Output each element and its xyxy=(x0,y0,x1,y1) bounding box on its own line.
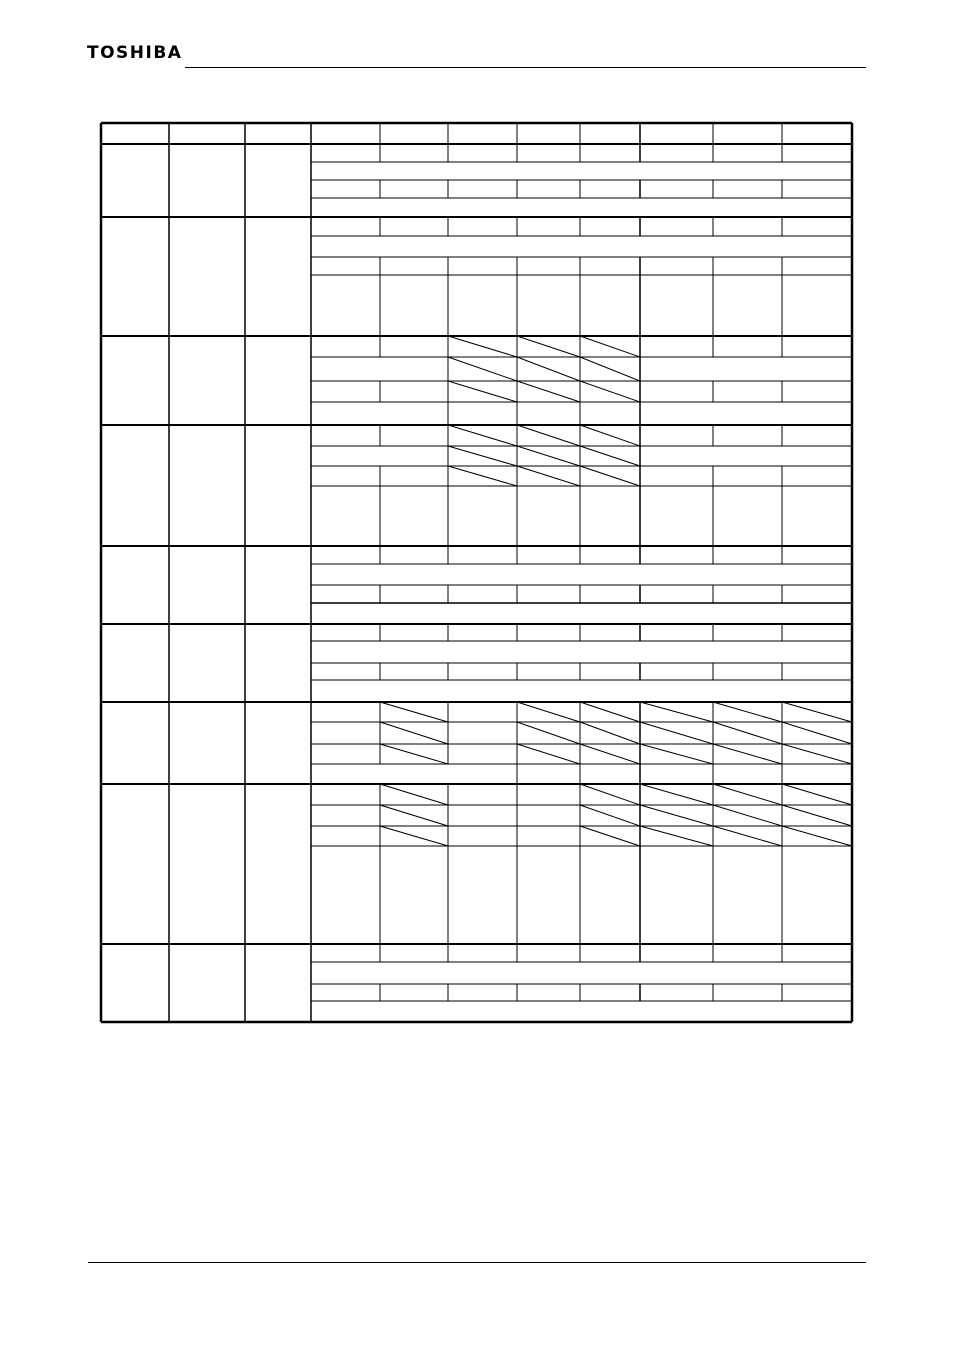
diagonal-reserved-mark xyxy=(640,784,713,805)
diagonal-reserved-mark xyxy=(517,722,580,744)
diagonal-reserved-mark xyxy=(517,425,580,446)
diagonal-reserved-mark xyxy=(782,826,852,846)
diagonal-reserved-mark xyxy=(580,336,640,357)
diagonal-reserved-mark xyxy=(782,744,852,764)
diagonal-reserved-mark xyxy=(640,805,713,826)
diagonal-reserved-mark xyxy=(713,805,782,826)
diagonal-reserved-mark xyxy=(713,744,782,764)
diagonal-reserved-mark xyxy=(713,826,782,846)
diagonal-reserved-mark xyxy=(517,357,580,381)
diagonal-reserved-mark xyxy=(517,336,580,357)
diagonal-reserved-mark xyxy=(380,784,448,805)
diagonal-reserved-mark xyxy=(580,784,640,805)
diagonal-reserved-mark xyxy=(380,744,448,764)
diagonal-reserved-mark xyxy=(580,805,640,826)
diagonal-reserved-mark xyxy=(640,722,713,744)
diagonal-reserved-mark xyxy=(580,702,640,722)
diagonal-reserved-mark xyxy=(448,357,517,381)
diagonal-reserved-mark xyxy=(380,826,448,846)
diagonal-reserved-mark xyxy=(517,744,580,764)
diagonal-reserved-mark xyxy=(580,826,640,846)
diagonal-reserved-mark xyxy=(640,702,713,722)
diagonal-reserved-mark xyxy=(580,744,640,764)
diagonal-reserved-mark xyxy=(580,357,640,381)
toshiba-logo: TOSHIBA xyxy=(87,43,183,63)
diagonal-reserved-mark xyxy=(580,381,640,402)
diagonal-reserved-mark xyxy=(713,722,782,744)
diagonal-reserved-mark xyxy=(580,466,640,486)
diagonal-reserved-mark xyxy=(517,466,580,486)
diagonal-reserved-mark xyxy=(782,784,852,805)
diagonal-reserved-mark xyxy=(448,381,517,402)
diagonal-reserved-mark xyxy=(782,722,852,744)
diagonal-reserved-mark xyxy=(580,722,640,744)
diagonal-reserved-mark xyxy=(580,425,640,446)
diagonal-reserved-mark xyxy=(713,784,782,805)
diagonal-reserved-mark xyxy=(448,425,517,446)
diagonal-reserved-mark xyxy=(713,702,782,722)
diagonal-reserved-mark xyxy=(448,466,517,486)
diagonal-reserved-mark xyxy=(380,805,448,826)
diagonal-reserved-mark xyxy=(580,446,640,466)
diagonal-reserved-mark xyxy=(782,702,852,722)
diagonal-reserved-mark xyxy=(448,446,517,466)
diagonal-reserved-mark xyxy=(517,702,580,722)
diagonal-reserved-mark xyxy=(640,744,713,764)
footer-rule xyxy=(88,1262,866,1263)
diagonal-reserved-mark xyxy=(517,446,580,466)
diagonal-reserved-mark xyxy=(640,826,713,846)
diagonal-reserved-mark xyxy=(782,805,852,826)
diagonal-reserved-mark xyxy=(380,702,448,722)
diagonal-reserved-mark xyxy=(380,722,448,744)
diagonal-reserved-mark xyxy=(448,336,517,357)
diagonal-reserved-mark xyxy=(517,381,580,402)
